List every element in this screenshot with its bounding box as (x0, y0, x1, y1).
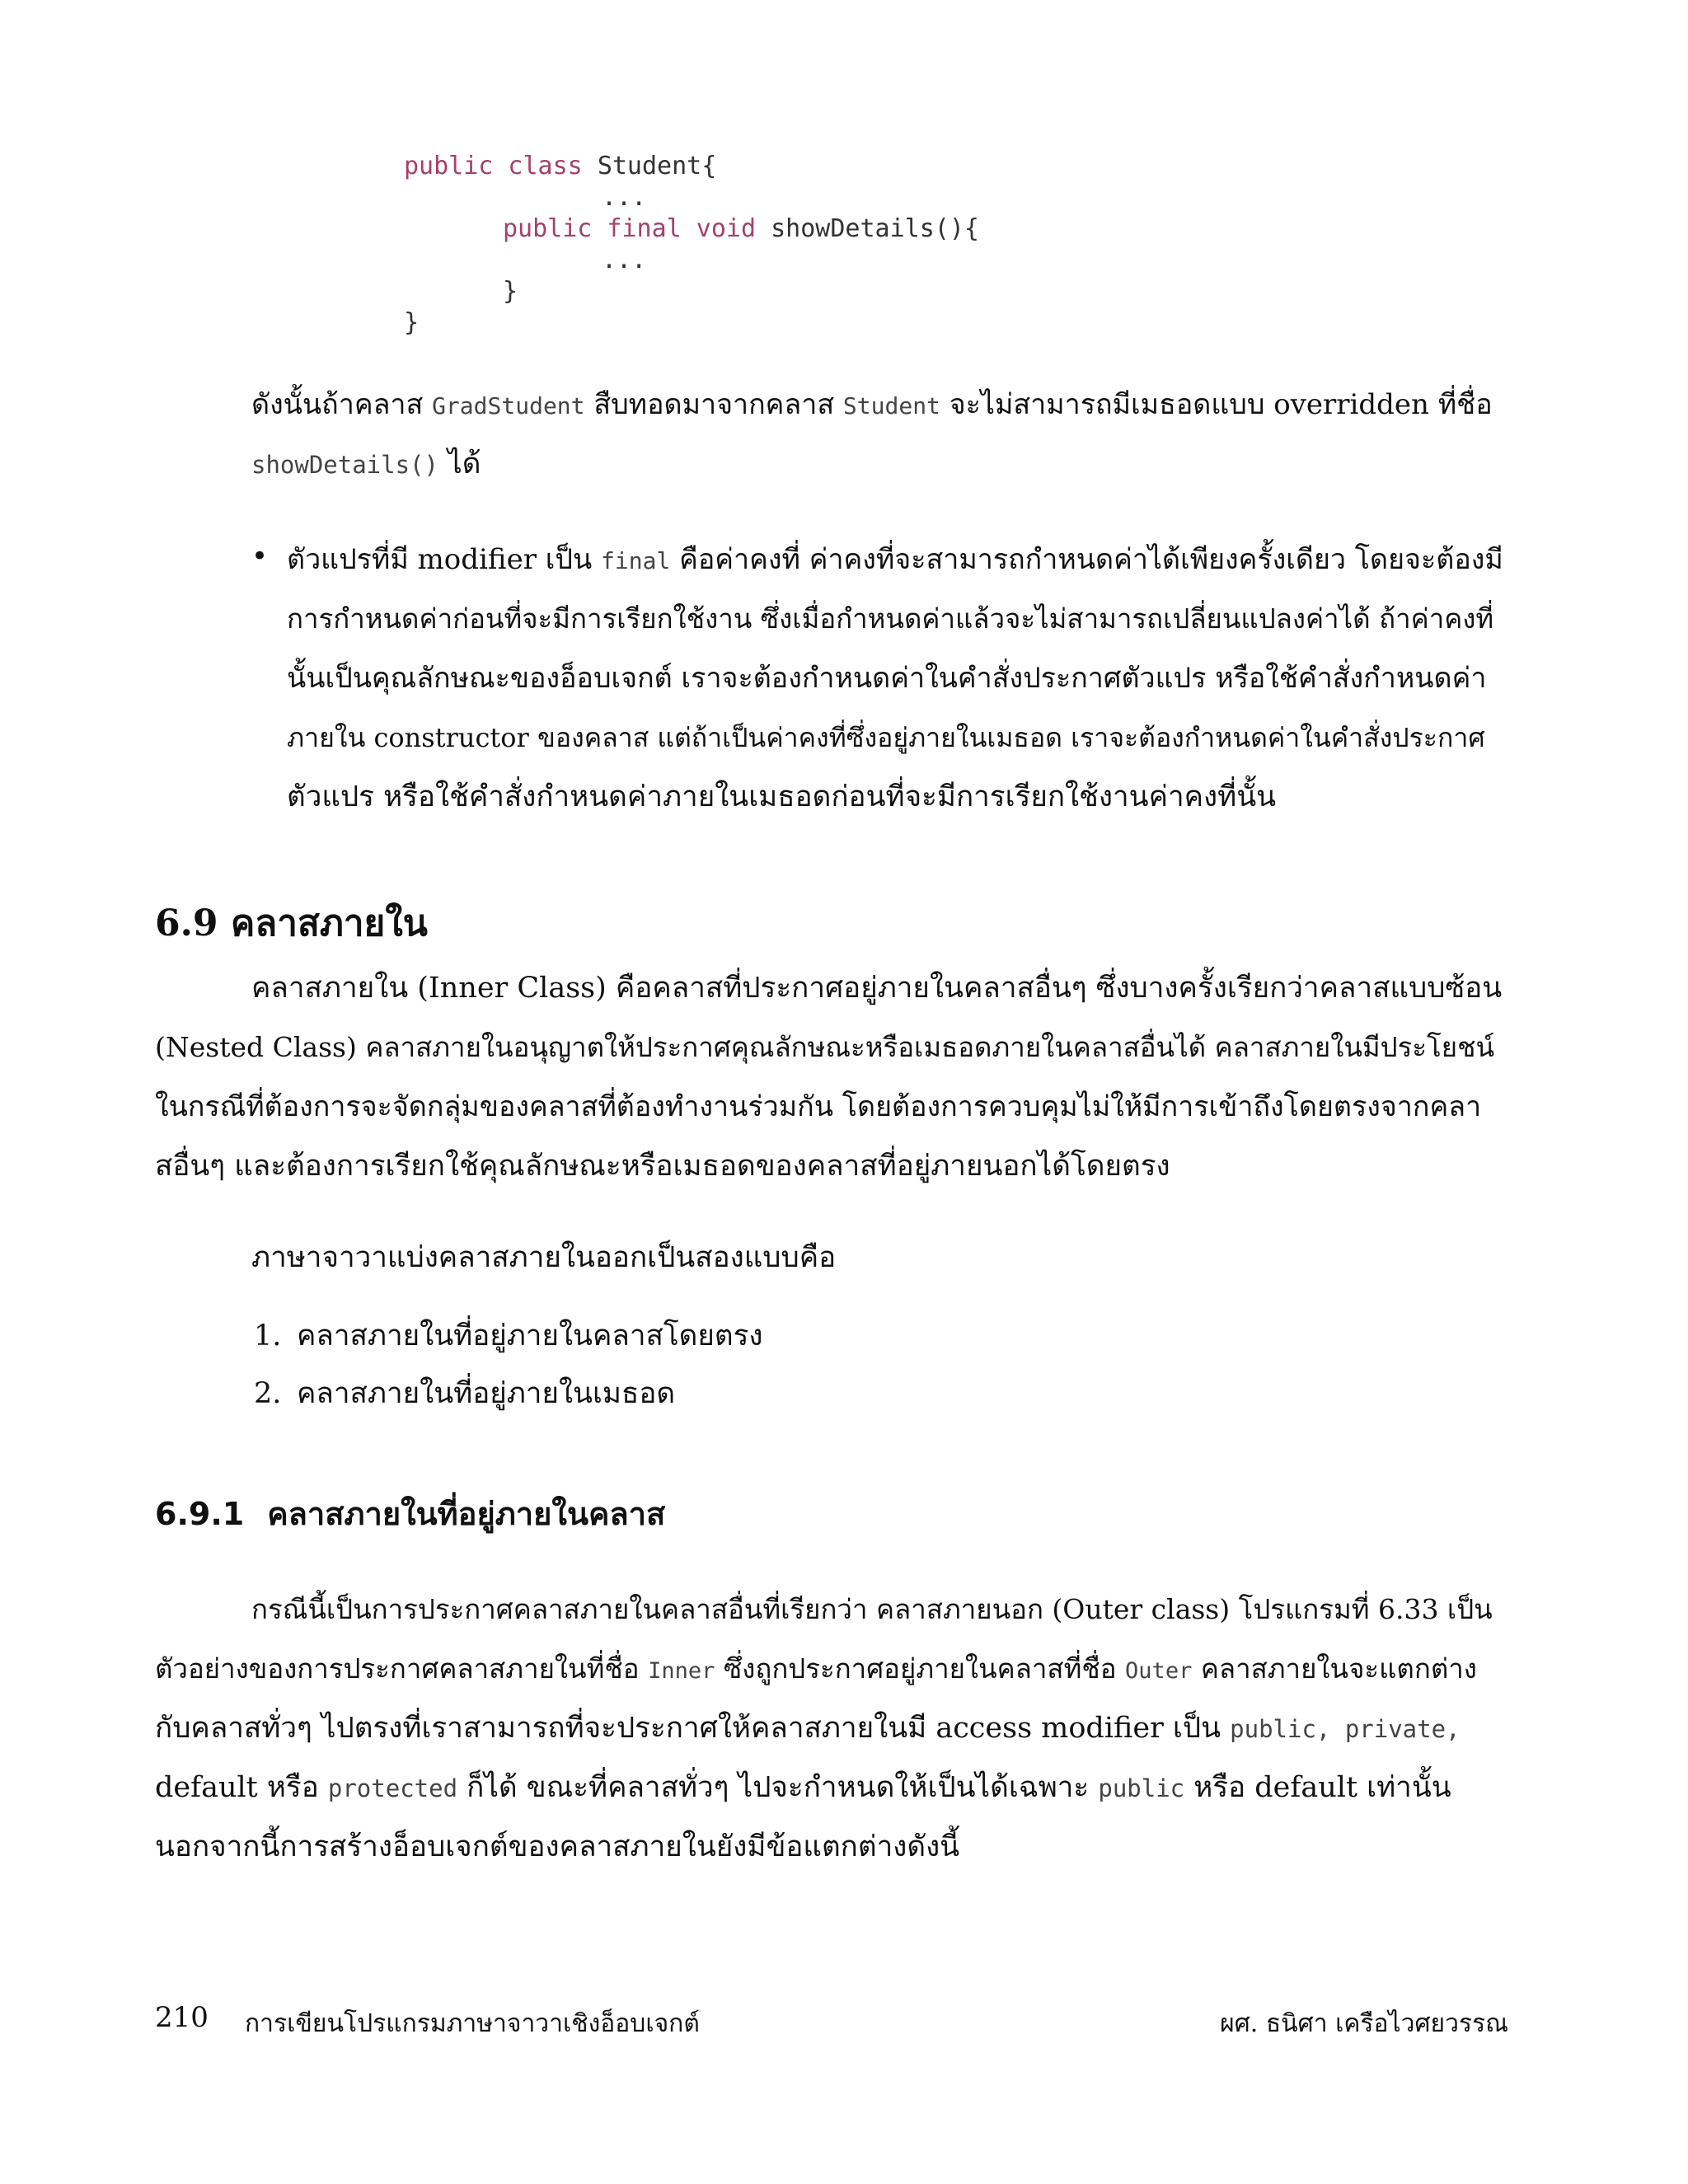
code-text: showDetails(){ (771, 214, 979, 243)
code-line-6 (404, 307, 979, 339)
text: คือค่าคงที่ ค่าคงที่จะสามารถกำหนดค่าได้เพียงครั้งเดียว โดยจะต้องมี (670, 543, 1503, 576)
text: ซึ่งถูกประกาศอยู่ภายในคลาสที่ชื่อ (715, 1652, 1126, 1685)
code-text: } (404, 308, 420, 337)
code-text: ... (602, 246, 647, 274)
code-keyword: public class (404, 152, 598, 180)
text: คลาสภายในจะแตกต่าง (1192, 1652, 1477, 1685)
paragraph-after-code-line-2 (251, 434, 481, 494)
section-intro: ภาษาจาวาแบ่งคลาสภายในออกเป็นสองแบบคือ (251, 1241, 837, 1274)
text: ดังนั้นถ้าคลาส (251, 388, 433, 421)
code-line-2 (404, 182, 979, 213)
text: ได้ (438, 448, 481, 480)
code-block (404, 151, 979, 339)
list-item (254, 1371, 675, 1416)
inline-code: final (601, 547, 671, 574)
section-paragraph-line-1: คลาสภายใน (Inner Class) คือคลาสที่ประกาศอยู่ภายในคลาสอื่นๆ ซึ่งบางครั้งเรียกว่าคลาสแบบซ้อน (251, 972, 1503, 1005)
code-text: Student{ (597, 152, 717, 180)
text: หรือ default เท่านั้น (1184, 1771, 1451, 1804)
bullet-line-1 (287, 530, 1503, 591)
inline-code: public, private, (1230, 1715, 1461, 1743)
text: สืบทอดมาจากคลาส (584, 388, 843, 421)
text: ตัวแปรที่มี modifier เป็น (287, 543, 602, 576)
subsection-line-4 (155, 1758, 1451, 1818)
bullet-dot: • (251, 540, 269, 573)
inline-code: Student (842, 392, 940, 419)
bullet-line-4: ภายใน constructor ของคลาส แต่ถ้าเป็นค่าคงที่ซึ่งอยู่ภายในเมธอด เราจะต้องกำหนดค่าในคำสั่งประกาศ (287, 722, 1485, 753)
subsection-line-5: นอกจากนี้การสร้างอ็อบเจกต์ของคลาสภายในยังมีข้อแตกต่างดังนี้ (155, 1830, 960, 1863)
text: ก็ได้ ขณะที่คลาสทั่วๆ ไปจะกำหนดให้เป็นได้เฉพาะ (457, 1771, 1099, 1804)
section-heading: 6.9 คลาสภายใน (155, 902, 428, 944)
page-number: 210 (155, 2001, 209, 2034)
subsection-line-3 (155, 1699, 1461, 1759)
list-text: คลาสภายในที่อยู่ภายในเมธอด (297, 1377, 676, 1410)
list-item (254, 1313, 763, 1358)
code-keyword: public final void (503, 214, 771, 243)
inline-code: Inner (648, 1658, 715, 1684)
bullet-line-3: นั้นเป็นคุณลักษณะของอ็อบเจกต์ เราจะต้องกำหนดค่าในคำสั่งประกาศตัวแปร หรือใช้คำสั่งกำหนดค่า (287, 662, 1487, 695)
code-line-3 (404, 213, 979, 245)
section-paragraph-line-4: สอื่นๆ และต้องการเรียกใช้คุณลักษณะหรือเมธอดของคลาสที่อยู่ภายนอกได้โดยตรง (155, 1150, 1170, 1183)
list-number: 1. (254, 1319, 282, 1352)
subsection-heading (155, 1488, 665, 1539)
footer-author: ผศ. ธนิศา เครือไวศยวรรณ (1220, 2009, 1508, 2038)
list-number: 2. (254, 1377, 282, 1410)
bullet-line-2: การกำหนดค่าก่อนที่จะมีการเรียกใช้งาน ซึ่งเมื่อกำหนดค่าแล้วจะไม่สามารถเปลี่ยนแปลงค่าได้ ถ้าค่าคงที่ (287, 602, 1494, 635)
section-paragraph-line-3: ในกรณีที่ต้องการจะจัดกลุ่มของคลาสที่ต้องทำงานร่วมกัน โดยต้องการควบคุมไม่ให้มีการเข้าถึงโดยตรงจากคลา (155, 1090, 1482, 1123)
paragraph-after-code (251, 375, 1493, 436)
code-line-5 (404, 276, 979, 307)
code-text: ... (602, 183, 647, 212)
inline-code: protected (327, 1774, 458, 1802)
code-text: } (503, 277, 518, 306)
inline-code: showDetails() (251, 451, 438, 479)
text: กับคลาสทั่วๆ ไปตรงที่เราสามารถที่จะประกาศให้คลาสภายในมี access modifier เป็น (155, 1712, 1231, 1745)
subsection-line-2 (155, 1639, 1477, 1701)
code-line-4 (404, 245, 979, 276)
text: จะไม่สามารถมีเมธอดแบบ overridden ที่ชื่อ (940, 388, 1493, 421)
subsection-number: 6.9.1 (155, 1496, 245, 1532)
bullet-line-5: ตัวแปร หรือใช้คำสั่งกำหนดค่าภายในเมธอดก่อนที่จะมีการเรียกใช้งานค่าคงที่นั้น (287, 780, 1277, 813)
inline-code: GradStudent (432, 392, 585, 419)
section-paragraph-line-2: (Nested Class) คลาสภายในอนุญาตให้ประกาศคุณลักษณะหรือเมธอดภายในคลาสอื่นได้ คลาสภายในมีประโยชน์ (155, 1031, 1495, 1063)
subsection-line-1: กรณีนี้เป็นการประกาศคลาสภายในคลาสอื่นที่เรียกว่า คลาสภายนอก (Outer class) โปรแกรมที่ 6.33 เป็น (251, 1593, 1493, 1625)
list-text: คลาสภายในที่อยู่ภายในคลาสโดยตรง (297, 1319, 763, 1352)
subsection-title: คลาสภายในที่อยู่ภายในคลาส (267, 1496, 666, 1532)
inline-code: public (1098, 1774, 1185, 1802)
footer-book-title: การเขียนโปรแกรมภาษาจาวาเชิงอ็อบเจกต์ (245, 2009, 700, 2038)
inline-code: Outer (1125, 1658, 1193, 1684)
text: ตัวอย่างของการประกาศคลาสภายในที่ชื่อ (155, 1652, 649, 1685)
text: default หรือ (155, 1771, 328, 1804)
code-line-1 (404, 151, 979, 182)
